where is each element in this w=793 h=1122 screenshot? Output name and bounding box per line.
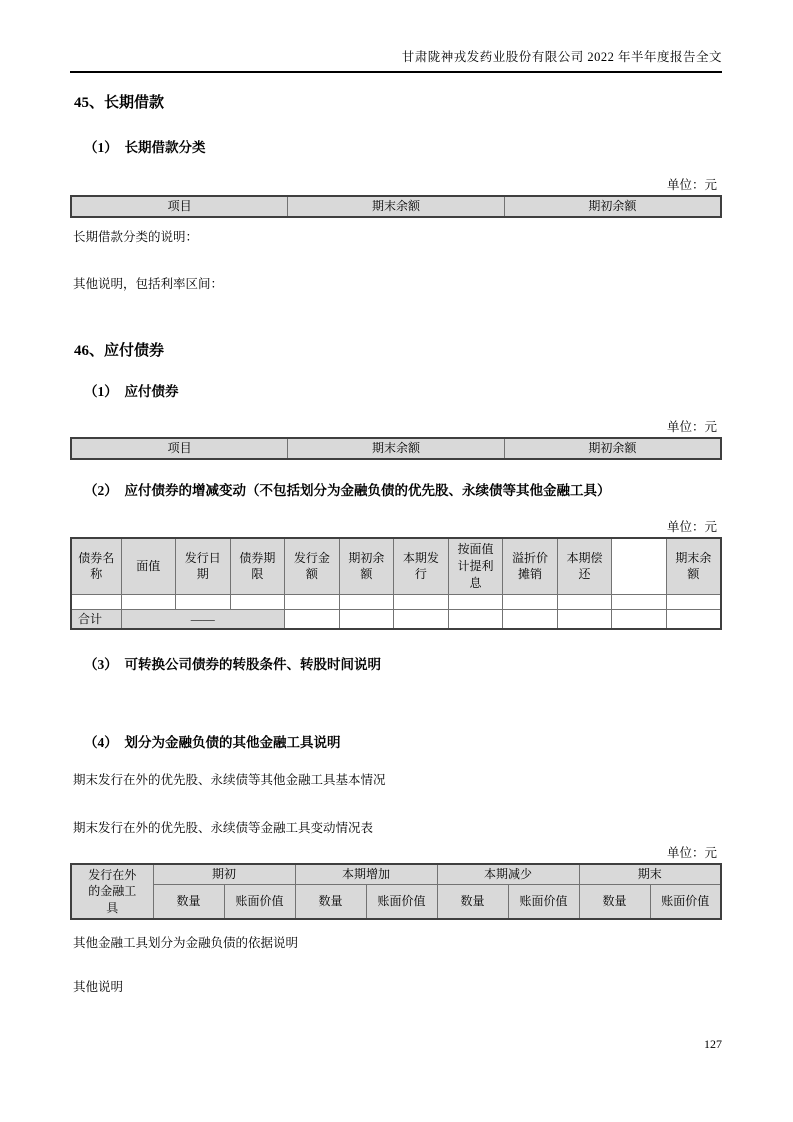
group-header-increase: 本期增加 — [295, 864, 437, 884]
other-note: 其他说明 — [73, 980, 124, 995]
section-45-sub1-title: （1） 长期借款分类 — [84, 140, 206, 155]
loan-other-note: 其他说明，包括利率区间： — [73, 277, 224, 291]
section-46-title: 46、应付债券 — [74, 343, 165, 359]
col-header-beginning-balance: 期初余额 — [504, 438, 721, 459]
table-total-row — [71, 609, 721, 629]
empty-cell — [612, 594, 667, 609]
unit-label-4: 单位：元 — [666, 846, 717, 861]
col-header-premium-amortization: 溢折价摊销 — [503, 538, 558, 594]
empty-cell — [339, 609, 394, 629]
unit-label-2: 单位：元 — [666, 420, 717, 434]
col-header-item: 项目 — [71, 438, 288, 459]
page-content — [70, 0, 722, 994]
empty-cell — [503, 609, 558, 629]
bond-change-table — [70, 537, 722, 630]
table-header-row — [71, 538, 721, 594]
empty-cell — [666, 594, 721, 609]
col-header-quantity: 数量 — [295, 884, 366, 919]
section-46-sub1-title: （1） 应付债券 — [84, 384, 179, 399]
section-45-title: 45、长期借款 — [74, 95, 165, 111]
empty-cell — [557, 594, 612, 609]
empty-cell — [448, 594, 503, 609]
header-divider — [70, 71, 722, 73]
empty-cell — [666, 609, 721, 629]
classification-basis-note: 其他金融工具划分为金融负债的依据说明 — [73, 936, 299, 951]
empty-cell — [71, 594, 121, 609]
total-dash-cell: —— — [121, 609, 285, 629]
col-header-item: 项目 — [71, 196, 288, 217]
report-title: 甘肃陇神戎发药业股份有限公司 2022 年半年度报告全文 — [401, 50, 722, 64]
page-number: 127 — [704, 1037, 722, 1051]
col-header-beginning-balance: 期初余额 — [504, 196, 721, 217]
financial-instrument-table — [70, 863, 722, 920]
col-header-carrying-value: 账面价值 — [366, 884, 437, 919]
empty-cell — [503, 594, 558, 609]
loan-classification-note: 长期借款分类的说明： — [73, 230, 199, 244]
col-header-quantity: 数量 — [437, 884, 508, 919]
col-header-beginning-balance: 期初余额 — [339, 538, 394, 594]
group-header-ending: 期末 — [579, 864, 721, 884]
empty-cell — [285, 609, 340, 629]
col-header-ending-balance: 期末余额 — [666, 538, 721, 594]
col-header-face-value: 面值 — [121, 538, 176, 594]
unit-label-3: 单位：元 — [666, 520, 717, 534]
col-header-ending-balance: 期末余额 — [288, 438, 505, 459]
section-46-sub3-title: （3） 可转换公司债券的转股条件、转股时间说明 — [84, 657, 381, 673]
empty-cell — [448, 609, 503, 629]
group-header-decrease: 本期减少 — [437, 864, 579, 884]
empty-cell — [285, 594, 340, 609]
col-header-blank — [612, 538, 667, 594]
col-header-outstanding-instruments: 发行在外的金融工具 — [71, 864, 153, 919]
bonds-payable-table — [70, 437, 722, 460]
col-header-interest-accrued: 按面值计提利息 — [448, 538, 503, 594]
section-46-sub2-title: （2） 应付债券的增减变动（不包括划分为金融负债的优先股、永续债等其他金融工具） — [84, 483, 611, 498]
col-header-quantity: 数量 — [153, 884, 224, 919]
empty-cell — [176, 594, 231, 609]
col-header-bond-term: 债券期限 — [230, 538, 285, 594]
table-subheader-row — [71, 884, 721, 919]
col-header-issue-date: 发行日期 — [176, 538, 231, 594]
col-header-carrying-value: 账面价值 — [224, 884, 295, 919]
col-header-current-repayment: 本期偿还 — [557, 538, 612, 594]
table-header-row — [71, 438, 721, 459]
empty-cell — [394, 609, 449, 629]
table-empty-row — [71, 594, 721, 609]
empty-cell — [394, 594, 449, 609]
instruments-change-note: 期末发行在外的优先股、永续债等金融工具变动情况表 — [73, 821, 374, 836]
total-label: 合计 — [71, 609, 121, 629]
table-header-row — [71, 196, 721, 217]
long-term-loan-table — [70, 195, 722, 218]
col-header-ending-balance: 期末余额 — [288, 196, 505, 217]
empty-cell — [121, 594, 176, 609]
empty-cell — [230, 594, 285, 609]
empty-cell — [557, 609, 612, 629]
section-46-sub4-title: （4） 划分为金融负债的其他金融工具说明 — [84, 735, 341, 751]
col-header-quantity: 数量 — [579, 884, 650, 919]
col-header-carrying-value: 账面价值 — [508, 884, 579, 919]
table-group-header-row — [71, 864, 721, 884]
unit-label-1: 单位：元 — [666, 178, 717, 192]
group-header-beginning: 期初 — [153, 864, 295, 884]
col-header-current-issue: 本期发行 — [394, 538, 449, 594]
col-header-issue-amount: 发行金额 — [285, 538, 340, 594]
col-header-bond-name: 债券名称 — [71, 538, 121, 594]
col-header-carrying-value: 账面价值 — [650, 884, 721, 919]
empty-cell — [612, 609, 667, 629]
instruments-basic-note: 期末发行在外的优先股、永续债等其他金融工具基本情况 — [73, 773, 386, 788]
empty-cell — [339, 594, 394, 609]
